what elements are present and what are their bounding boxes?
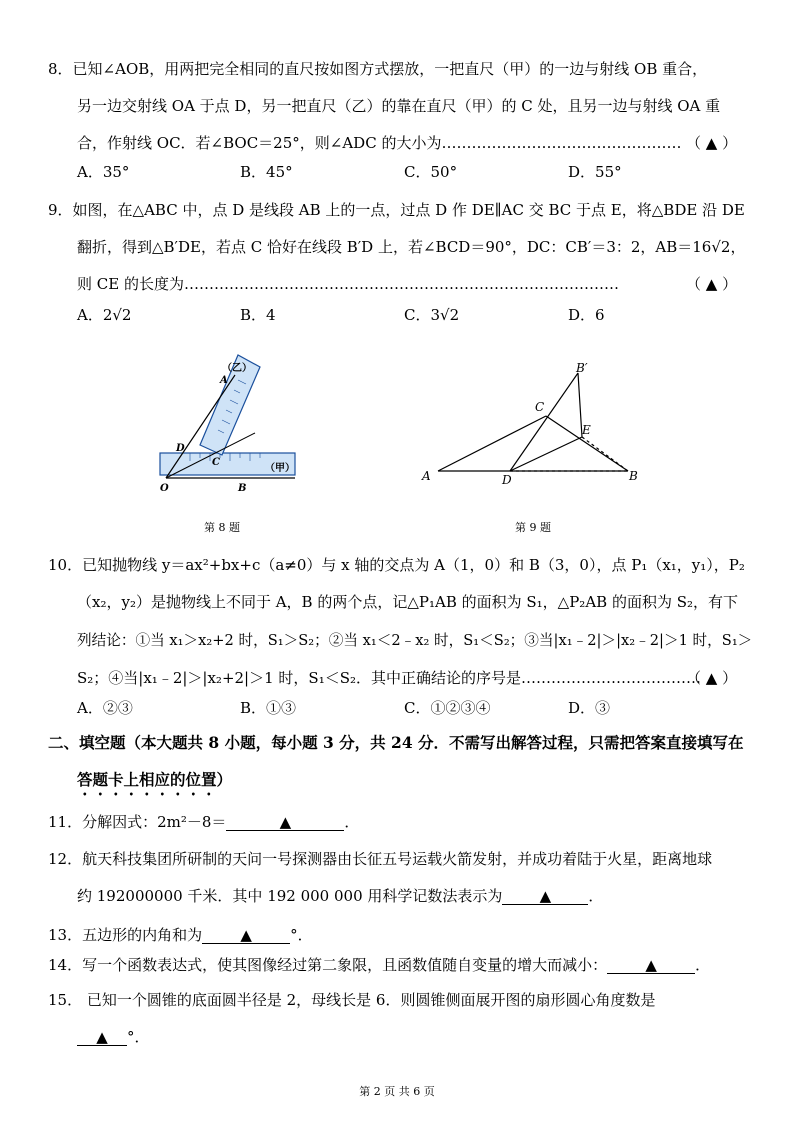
q10-options — [77, 698, 767, 718]
figure-9-caption: 第 9 题 — [515, 521, 551, 534]
q13: 13．五边形的内角和为 ▲ °． — [48, 926, 313, 944]
option-b: B．45° — [240, 163, 293, 181]
q12-line1: 12．航天科技集团所研制的天问一号探测器由长征五号运载火箭发射，并成功着陆于火星，距离地球 — [48, 850, 713, 868]
option-c: C．3√2 — [404, 306, 460, 324]
segment-db-prime — [510, 373, 578, 471]
q10-line2: （x₂，y₂）是抛物线上不同于 A，B 的两个点，记△P₁AB 的面积为 S₁，△P₂AB 的面积为 S₂，有下 — [77, 593, 738, 611]
q9-line1: 9．如图，在△ABC 中，点 D 是线段 AB 上的一点，过点 D 作 DE∥AC 交 BC 于点 E，将△BDE 沿 DE — [48, 201, 745, 219]
label-a: A — [422, 469, 431, 483]
option-d: D．55° — [568, 163, 622, 181]
answer-mark: （ ▲ ） — [686, 669, 738, 687]
q12-line2: 约 192000000 千米．其中 192 000 000 用科学记数法表示为 ▲ ． — [77, 887, 604, 905]
option-d: D．③ — [568, 699, 611, 717]
label-b: B — [629, 469, 638, 483]
q8-options — [77, 162, 767, 182]
q9-line2: 翻折，得到△B′DE，若点 C 恰好在线段 B′D 上，若∠BCD＝90°，DC：CB′＝3：2，AB＝16√2， — [77, 238, 746, 256]
label-yi: （乙） — [222, 363, 252, 374]
q9-options — [77, 305, 767, 325]
answer-mark: （ ▲ ） — [686, 275, 738, 293]
label-o: O — [160, 483, 169, 494]
label-c: C — [212, 457, 220, 468]
section-heading: 二、填空题（本大题共 8 小题，每小题 3 分，共 24 分．不需写出解答过程，只需把答案直接填写在 — [48, 733, 744, 752]
answer-blank: ▲ — [607, 957, 695, 974]
q9-line3: 则 CE 的长度为…………………………………………………………………………… — [77, 275, 619, 293]
label-d: D — [176, 443, 185, 454]
option-b: B．①③ — [240, 699, 297, 717]
label-a: A — [220, 375, 228, 386]
label-b: B — [238, 483, 247, 494]
label-d: D — [502, 473, 512, 487]
label-e: E — [582, 423, 591, 437]
answer-blank: ▲ — [202, 927, 290, 944]
option-d: D．6 — [568, 306, 605, 324]
figure-8-caption: 第 8 题 — [204, 521, 240, 534]
figure-8-ruler-diagram — [150, 345, 310, 500]
option-c: C．①②③④ — [404, 699, 491, 717]
q15-line2: ▲ °． — [77, 1027, 150, 1047]
option-a: A．35° — [77, 163, 130, 181]
answer-blank: ▲ — [226, 814, 344, 831]
q10-line1: 10．已知抛物线 y＝ax²+bx+c（a≠0）与 x 轴的交点为 A（1，0）和 B（3，0），点 P₁（x₁，y₁），P₂ — [48, 556, 745, 574]
q8-line2: 另一边交射线 OA 于点 D，另一把直尺（乙）的靠在直尺（甲）的 C 处，且另一边与射线 OA 重 — [77, 97, 721, 115]
option-a: A．②③ — [77, 699, 133, 717]
q14: 14．写一个函数表达式，使其图像经过第二象限，且函数值随自变量的增大而减小： ▲ ． — [48, 956, 711, 974]
section-heading-cont: 答题卡上相应的位置） — [77, 770, 233, 789]
q10-line4: S₂；④当|x₁﹣2|＞|x₂+2|＞1 时，S₁＜S₂．其中正确结论的序号是……………………………… — [77, 669, 701, 687]
q11: 11．分解因式：2m²－8＝ ▲ ． — [48, 813, 360, 831]
segment-de — [510, 437, 582, 471]
q8-line1: 8．已知∠AOB，用两把完全相同的直尺按如图方式摆放，一把直尺（甲）的一边与射线 OB 重合， — [48, 60, 708, 78]
answer-blank: ▲ — [502, 888, 588, 905]
answer-mark: （ ▲ ） — [686, 134, 738, 152]
option-c: C．50° — [404, 163, 458, 181]
figure-9-triangle-diagram — [418, 358, 648, 488]
q8-line3: 合，作射线 OC．若∠BOC＝25°，则∠ADC 的大小为………………………………………… — [77, 134, 682, 152]
option-a: A．2√2 — [77, 306, 132, 324]
option-b: B．4 — [240, 306, 276, 324]
answer-blank: ▲ — [77, 1029, 127, 1046]
q10-line3: 列结论：①当 x₁＞x₂+2 时，S₁＞S₂；②当 x₁＜2﹣x₂ 时，S₁＜S₂；③当|x₁﹣2|＞|x₂﹣2|＞1 时，S₁＞ — [77, 631, 753, 649]
segment-eb-dashed — [582, 437, 628, 471]
q15-line1: 15． 已知一个圆锥的底面圆半径是 2，母线长是 6．则圆锥侧面展开图的扇形圆心角度数是 — [48, 991, 656, 1009]
label-c: C — [535, 400, 545, 414]
label-b-prime: B′ — [576, 361, 588, 375]
label-jia: （甲） — [265, 463, 295, 474]
page-footer: 第 2 页 共 6 页 — [359, 1085, 435, 1098]
